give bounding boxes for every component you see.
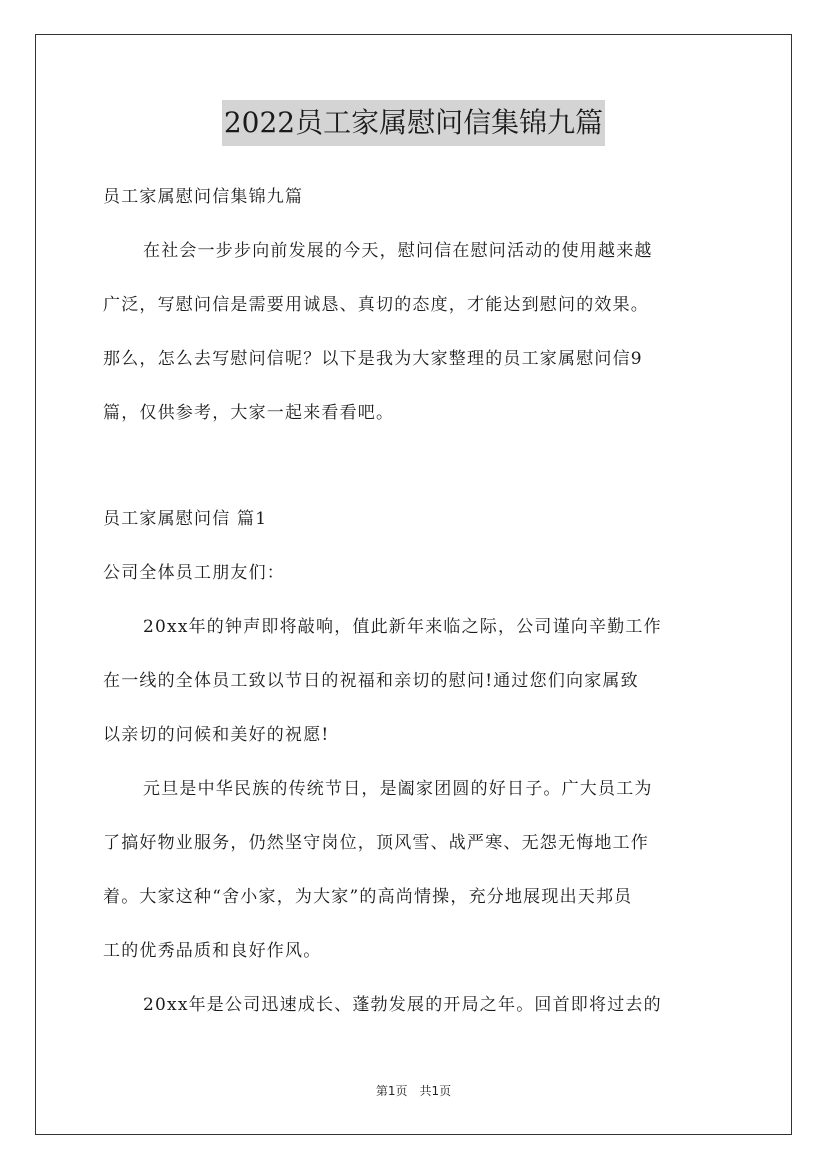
- text-line: 20xx年的钟声即将敲响，值此新年来临之际，公司谨向辛勤工作: [143, 617, 662, 637]
- text-line: 公司全体员工朋友们：: [103, 563, 285, 583]
- page-footer: 第1页 共1页: [375, 1084, 452, 1098]
- text-line: 着。大家这种“舍小家，为大家”的高尚情操，充分地展现出天邦员: [103, 887, 633, 907]
- text-line: 以亲切的问候和美好的祝愿!: [103, 725, 330, 745]
- text-line: 在社会一步步向前发展的今天，慰问信在慰问活动的使用越来越: [143, 241, 653, 261]
- text-line: 元旦是中华民族的传统节日，是阖家团圆的好日子。广大员工为: [143, 779, 653, 799]
- text-line: 员工家属慰问信集锦九篇: [103, 187, 304, 207]
- text-line: 了搞好物业服务，仍然坚守岗位，顶风雪、战严寒、无怨无悔地工作: [103, 833, 649, 853]
- document-title-text: 2022员工家属慰问信集锦九篇: [222, 100, 605, 146]
- text-line: 那么，怎么去写慰问信呢？以下是我为大家整理的员工家属慰问信9: [103, 349, 643, 369]
- text-line: 在一线的全体员工致以节日的祝福和亲切的慰问!通过您们向家属致: [103, 671, 639, 691]
- document-body: [103, 170, 727, 1032]
- text-line: 广泛，写慰问信是需要用诚恳、真切的态度，才能达到慰问的效果。: [103, 295, 649, 315]
- text-line: 员工家属慰问信 篇1: [103, 509, 268, 529]
- text-line: 20xx年是公司迅速成长、蓬勃发展的开局之年。回首即将过去的: [143, 995, 662, 1015]
- text-line: 篇，仅供参考，大家一起来看看吧。: [103, 403, 395, 423]
- document-title: [0, 100, 827, 146]
- blank-line: [103, 440, 727, 492]
- text-line: 工的优秀品质和良好作风。: [103, 941, 322, 961]
